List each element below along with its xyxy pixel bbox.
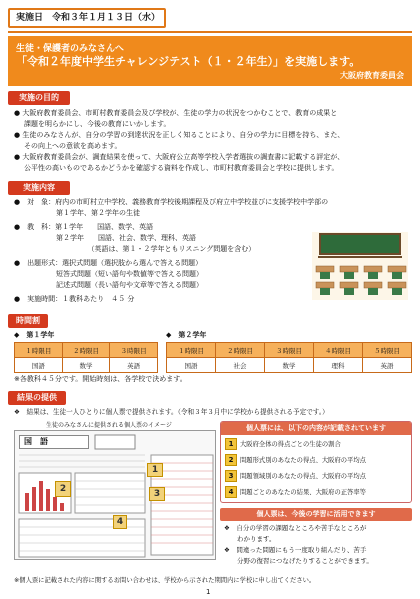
bullet-icon: ● <box>14 109 23 117</box>
section-purpose: 実施の目的 <box>8 91 70 105</box>
subjects-line: ● 教 科：第１学年 国語、数学、英語 <box>14 223 154 231</box>
report-contents-box <box>220 421 412 503</box>
period-header: １時限目 <box>167 343 216 358</box>
section-schedule: 時間割 <box>8 314 48 328</box>
time-line: ● 実施時間：１教科あたり ４５ 分 <box>14 295 135 303</box>
schedule-note: ※各教科４５分です。開始時刻は、各学校で決めます。 <box>14 375 187 383</box>
header-banner <box>8 36 412 86</box>
usage-item: ❖ 間違った問題にもう一度取り組んだり、苦手 <box>224 546 367 554</box>
report-item: 4 問題ごとのあなたの結果、大阪府の正答率等 <box>225 485 407 501</box>
item-number: 3 <box>225 470 237 482</box>
page-number: 1 <box>206 588 211 596</box>
format-line: ● 出題形式：選択式問題（選択肢から選んで答える問題） <box>14 259 203 267</box>
subject-cell: 英語 <box>363 358 412 373</box>
subjects-line-2: 第２学年 国語、社会、数学、理科、英語 <box>14 234 196 242</box>
purpose-item-cont: 課題を明らかにし、今後の教育にいかします。 <box>24 120 171 128</box>
purpose-list <box>14 108 412 174</box>
purpose-item: ● 大阪府教育委員会、市町村教育委員会及び学校が、生徒の学力の状況をつかむことで、教育の成果と <box>14 109 338 117</box>
audience-line: 生徒・保護者のみなさんへ <box>16 44 124 54</box>
bullet-icon: ● <box>14 131 23 139</box>
footer-note: ※個人票に記載された内容に関するお問い合わせは、学校から示された期間内に学校に申し出てください。 <box>14 577 316 584</box>
period-header: ５時限目 <box>363 343 412 358</box>
period-header: ３時限目 <box>265 343 314 358</box>
period-header: ４時限目 <box>314 343 363 358</box>
section-results: 結果の提供 <box>8 391 66 405</box>
grade2-timetable <box>166 342 412 373</box>
period-header: ３時限目 <box>110 343 158 358</box>
subject-cell: 社会 <box>216 358 265 373</box>
grade1-timetable <box>14 342 158 373</box>
purpose-item: ● 生徒のみなさんが、自分の学習の到達状況を正しく知ることにより、自分の学力に目標を持ち、また、 <box>14 131 345 139</box>
subject-cell: 国語 <box>167 358 216 373</box>
format-line-3: 記述式問題（長い語句や文章等で答える問題） <box>14 281 203 289</box>
format-line-2: 短答式問題（短い語句や数値等で答える問題） <box>14 270 203 278</box>
period-header: ２時限目 <box>216 343 265 358</box>
grade2-label: ◆ 第２学年 <box>166 331 207 339</box>
marker-2: 2 <box>55 481 71 497</box>
report-mock-graphics <box>15 431 217 561</box>
marker-3: 3 <box>149 487 165 501</box>
report-usage-title: 個人票は、今後の学習に活用できます <box>220 508 412 521</box>
report-contents-title: 個人票には、以下の内容が記載されています <box>221 422 411 435</box>
target-line-2: 第１学年、第２学年の生徒 <box>14 209 140 217</box>
report-item: 3 問題領域別のあなたの得点、大阪府の平均点 <box>225 469 407 485</box>
subject-cell: 数学 <box>62 358 110 373</box>
report-item: 1 大阪府全体の得点ごとの生徒の割合 <box>225 437 407 453</box>
purpose-item-cont: 公平性の高いものであるかどうかを確認する資料を作成し、市町村教育委員会と学校に提供します。 <box>24 164 339 172</box>
marker-1: 1 <box>147 463 163 477</box>
purpose-item: ● 大阪府教育委員会が、調査結果を使って、大阪府公立高等学校入学者選抜の調査書に記載する評定が、 <box>14 153 345 161</box>
target-line: ● 対 象：府内の市町村立中学校、義務教育学校後期課程及び府立中学校並びに支援学校中学部の <box>14 198 329 206</box>
item-number: 2 <box>225 454 237 466</box>
period-header: ２時限目 <box>62 343 110 358</box>
subject-cell: 英語 <box>110 358 158 373</box>
period-header: １時限目 <box>15 343 63 358</box>
organization-name: 大阪府教育委員会 <box>340 71 404 80</box>
subjects-note: （英語は、第１・２学年ともリスニング問題を含む） <box>14 245 256 253</box>
bullet-icon: ● <box>14 153 23 161</box>
report-usage-box <box>220 508 412 570</box>
report-item: 2 問題形式別のあなたの得点、大阪府の平均点 <box>225 453 407 469</box>
item-number: 1 <box>225 438 237 450</box>
classroom-illustration <box>310 230 410 302</box>
purpose-item-cont: その向上への意欲を高めます。 <box>24 142 122 150</box>
report-subject: 国 語 <box>19 435 89 449</box>
subject-cell: 理科 <box>314 358 363 373</box>
marker-4: 4 <box>113 515 127 529</box>
subject-cell: 国語 <box>15 358 63 373</box>
item-number: 4 <box>225 486 237 498</box>
page-title: 「令和２年度中学生チャレンジテスト（１・２年生）」を実施します。 <box>16 55 361 68</box>
usage-item: ❖ 自分の学習の課題なところや苦手なところが <box>224 524 367 532</box>
usage-item-cont: わかります。 <box>224 535 276 543</box>
report-image-caption: 生徒のみなさんに提供される個人票のイメージ <box>46 422 172 429</box>
results-lead: ❖ 結果は、生徒一人ひとりに個人票で提供されます。（令和３年３月中に学校から提供される予定です。） <box>14 408 329 416</box>
subject-cell: 数学 <box>265 358 314 373</box>
implementation-date: 実施日 令和３年１月１３日（水） <box>8 8 166 28</box>
section-content: 実施内容 <box>8 181 70 195</box>
report-card-image <box>14 430 216 560</box>
usage-item-cont: 分野の復習につなげたりすることができます。 <box>224 557 373 565</box>
grade1-label: ◆ 第１学年 <box>14 331 55 339</box>
divider <box>8 31 412 33</box>
report-contents-list <box>221 435 411 503</box>
